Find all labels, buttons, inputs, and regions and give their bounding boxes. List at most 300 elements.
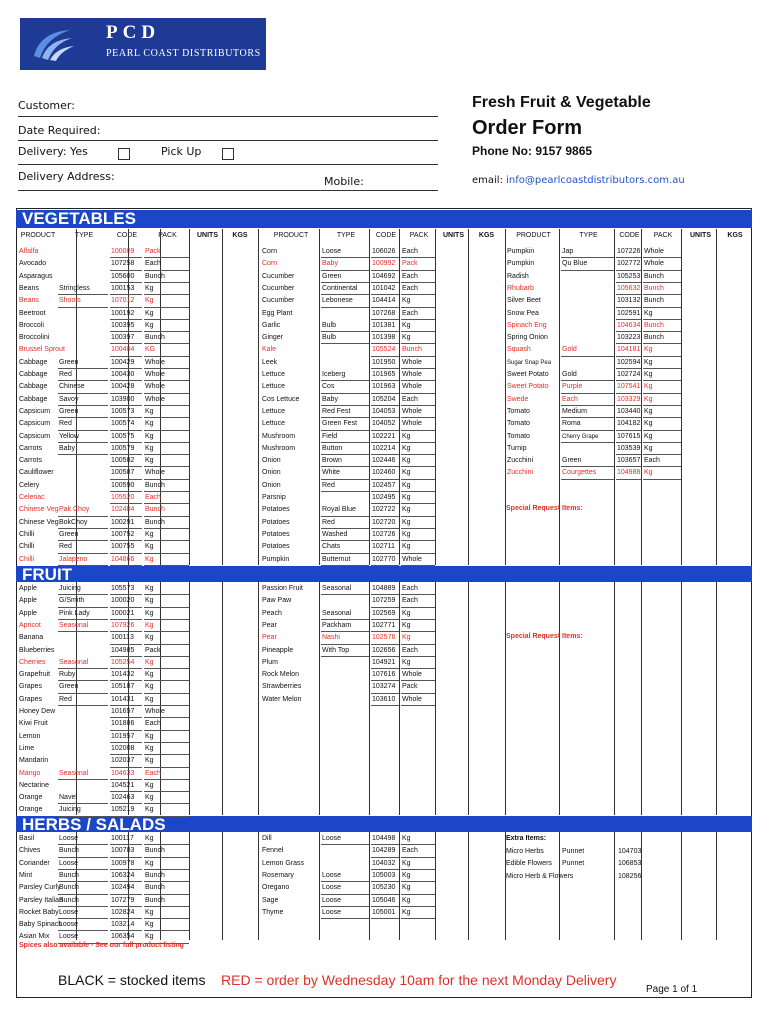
- kgs-entry-cell[interactable]: [224, 718, 256, 730]
- units-entry-cell[interactable]: [437, 882, 470, 894]
- kgs-entry-cell[interactable]: [224, 907, 256, 919]
- units-entry-cell[interactable]: [683, 258, 718, 270]
- units-entry-cell[interactable]: [437, 381, 470, 393]
- units-entry-cell[interactable]: [191, 541, 224, 553]
- units-entry-cell[interactable]: [191, 517, 224, 529]
- units-entry-cell[interactable]: [437, 833, 470, 845]
- kgs-entry-cell[interactable]: [470, 283, 503, 295]
- units-entry-cell[interactable]: [437, 517, 470, 529]
- kgs-entry-cell[interactable]: [224, 554, 256, 566]
- units-entry-cell[interactable]: [437, 332, 470, 344]
- units-entry-cell[interactable]: [683, 381, 718, 393]
- units-entry-cell[interactable]: [437, 320, 470, 332]
- units-entry-cell[interactable]: [437, 669, 470, 681]
- units-entry-cell[interactable]: [191, 919, 224, 931]
- units-entry-cell[interactable]: [437, 344, 470, 356]
- product-pack: Whole: [145, 395, 165, 403]
- product-pack: Kg: [402, 494, 411, 501]
- product-name: Garlic: [262, 321, 281, 329]
- product-code: 104889: [372, 585, 396, 592]
- units-entry-cell[interactable]: [191, 743, 224, 755]
- kgs-entry-cell[interactable]: [718, 258, 752, 270]
- units-entry-cell[interactable]: [191, 931, 224, 943]
- product-code: 105520: [111, 494, 135, 501]
- kgs-entry-cell[interactable]: [470, 357, 503, 369]
- units-entry-cell[interactable]: [437, 271, 470, 283]
- kgs-entry-cell[interactable]: [224, 308, 256, 320]
- units-entry-cell[interactable]: [683, 357, 718, 369]
- kgs-entry-cell[interactable]: [470, 271, 503, 283]
- units-entry-cell[interactable]: [437, 246, 470, 258]
- units-entry-cell[interactable]: [437, 529, 470, 541]
- legend-red: RED = order by Wednesday 10am for the next Monday Delivery: [221, 972, 617, 988]
- kgs-entry-cell[interactable]: [224, 755, 256, 767]
- kgs-entry-cell[interactable]: [470, 467, 503, 479]
- units-entry-cell[interactable]: [191, 271, 224, 283]
- kgs-entry-cell[interactable]: [224, 344, 256, 356]
- product-name: Grapes: [19, 695, 42, 703]
- kgs-entry-cell[interactable]: [718, 332, 752, 344]
- units-entry-cell[interactable]: [683, 320, 718, 332]
- units-entry-cell[interactable]: [437, 283, 470, 295]
- product-name: Mushroom: [262, 444, 296, 452]
- units-entry-cell[interactable]: [437, 394, 470, 406]
- kgs-entry-cell[interactable]: [470, 657, 503, 669]
- product-type: Juicing: [59, 585, 81, 592]
- kgs-entry-cell[interactable]: [470, 645, 503, 657]
- kgs-entry-cell[interactable]: [718, 344, 752, 356]
- product-pack: Bunch: [145, 871, 165, 879]
- units-entry-cell[interactable]: [191, 431, 224, 443]
- product-pack: Kg: [145, 530, 154, 538]
- kgs-entry-cell[interactable]: [224, 283, 256, 295]
- product-pack: Kg: [145, 933, 154, 941]
- kgs-entry-cell[interactable]: [224, 517, 256, 529]
- kgs-entry-cell[interactable]: [224, 357, 256, 369]
- kgs-entry-cell[interactable]: [718, 455, 752, 467]
- product-name: Kiwi Fruit: [19, 720, 48, 728]
- kgs-entry-cell[interactable]: [470, 418, 503, 430]
- units-entry-cell[interactable]: [437, 418, 470, 430]
- units-entry-cell[interactable]: [191, 882, 224, 894]
- units-entry-cell[interactable]: [437, 467, 470, 479]
- product-pack: Whole: [402, 420, 422, 428]
- product-name: Pineapple: [262, 646, 294, 654]
- kgs-entry-cell[interactable]: [224, 731, 256, 743]
- units-entry-cell[interactable]: [437, 554, 470, 566]
- units-entry-cell[interactable]: [683, 332, 718, 344]
- kgs-entry-cell[interactable]: [224, 467, 256, 479]
- kgs-entry-cell[interactable]: [718, 431, 752, 443]
- units-entry-cell[interactable]: [191, 731, 224, 743]
- product-code: 102772: [617, 260, 641, 268]
- kgs-entry-cell[interactable]: [470, 845, 503, 857]
- product-pack: Kg: [145, 457, 154, 465]
- kgs-entry-cell[interactable]: [470, 332, 503, 344]
- kgs-entry-cell[interactable]: [718, 467, 752, 479]
- kgs-entry-cell[interactable]: [224, 882, 256, 894]
- kgs-entry-cell[interactable]: [224, 804, 256, 816]
- product-type: Loose: [322, 908, 342, 916]
- units-entry-cell[interactable]: [191, 706, 224, 718]
- kgs-entry-cell[interactable]: [470, 369, 503, 381]
- units-entry-cell[interactable]: [437, 595, 470, 607]
- kgs-entry-cell[interactable]: [470, 443, 503, 455]
- units-entry-cell[interactable]: [683, 443, 718, 455]
- kgs-entry-cell[interactable]: [470, 308, 503, 320]
- kgs-entry-cell[interactable]: [470, 541, 503, 553]
- units-entry-cell[interactable]: [683, 455, 718, 467]
- kgs-entry-cell[interactable]: [224, 394, 256, 406]
- product-name: Beans: [19, 284, 39, 292]
- kgs-entry-cell[interactable]: [224, 620, 256, 632]
- product-name: Spring Onion: [507, 334, 548, 342]
- kgs-entry-cell[interactable]: [470, 295, 503, 307]
- kgs-entry-cell[interactable]: [718, 357, 752, 369]
- kgs-entry-cell[interactable]: [718, 369, 752, 381]
- kgs-entry-cell[interactable]: [224, 780, 256, 792]
- kgs-entry-cell[interactable]: [224, 369, 256, 381]
- kgs-entry-cell[interactable]: [470, 406, 503, 418]
- units-entry-cell[interactable]: [437, 431, 470, 443]
- product-pack: Each: [402, 597, 418, 605]
- units-entry-cell[interactable]: [191, 907, 224, 919]
- kgs-entry-cell[interactable]: [470, 882, 503, 894]
- units-entry-cell[interactable]: [683, 418, 718, 430]
- units-entry-cell[interactable]: [191, 620, 224, 632]
- product-code: 100020: [111, 597, 135, 605]
- kgs-entry-cell[interactable]: [224, 480, 256, 492]
- units-entry-cell[interactable]: [683, 295, 718, 307]
- kgs-entry-cell[interactable]: [224, 595, 256, 607]
- units-entry-cell[interactable]: [437, 620, 470, 632]
- units-entry-cell[interactable]: [437, 608, 470, 620]
- kgs-entry-cell[interactable]: [224, 258, 256, 270]
- units-entry-cell[interactable]: [191, 768, 224, 780]
- product-code: 101431: [111, 695, 135, 703]
- product-name: Pumpkin: [507, 260, 535, 268]
- kgs-entry-cell[interactable]: [470, 907, 503, 919]
- kgs-entry-cell[interactable]: [718, 443, 752, 455]
- product-code: 105253: [617, 272, 641, 280]
- product-code: 106354: [111, 933, 135, 941]
- kgs-entry-cell[interactable]: [224, 792, 256, 804]
- product-code: 104633: [111, 769, 135, 777]
- units-entry-cell[interactable]: [437, 480, 470, 492]
- kgs-entry-cell[interactable]: [224, 271, 256, 283]
- kgs-entry-cell[interactable]: [470, 246, 503, 258]
- kgs-entry-cell[interactable]: [470, 504, 503, 516]
- units-entry-cell[interactable]: [191, 718, 224, 730]
- product-name: Asian Mix: [19, 933, 50, 941]
- kgs-entry-cell[interactable]: [224, 845, 256, 857]
- units-entry-cell[interactable]: [191, 283, 224, 295]
- kgs-entry-cell[interactable]: [224, 706, 256, 718]
- units-entry-cell[interactable]: [683, 406, 718, 418]
- kgs-entry-cell[interactable]: [470, 517, 503, 529]
- units-entry-cell[interactable]: [437, 907, 470, 919]
- kgs-entry-cell[interactable]: [224, 381, 256, 393]
- product-name: Apple: [19, 609, 37, 617]
- units-entry-cell[interactable]: [683, 369, 718, 381]
- units-entry-cell[interactable]: [191, 357, 224, 369]
- kgs-entry-cell[interactable]: [718, 271, 752, 283]
- units-entry-cell[interactable]: [437, 357, 470, 369]
- kgs-entry-cell[interactable]: [224, 632, 256, 644]
- units-entry-cell[interactable]: [437, 492, 470, 504]
- kgs-entry-cell[interactable]: [224, 858, 256, 870]
- kgs-entry-cell[interactable]: [470, 632, 503, 644]
- units-entry-cell[interactable]: [191, 669, 224, 681]
- kgs-entry-cell[interactable]: [224, 295, 256, 307]
- kgs-entry-cell[interactable]: [224, 657, 256, 669]
- kgs-entry-cell[interactable]: [718, 246, 752, 258]
- units-entry-cell[interactable]: [191, 258, 224, 270]
- units-entry-cell[interactable]: [191, 632, 224, 644]
- units-entry-cell[interactable]: [191, 645, 224, 657]
- kgs-entry-cell[interactable]: [224, 541, 256, 553]
- address-field-line[interactable]: [18, 190, 438, 191]
- product-name: Baby Spinach: [19, 921, 63, 929]
- kgs-entry-cell[interactable]: [224, 681, 256, 693]
- kgs-entry-cell[interactable]: [470, 858, 503, 870]
- product-code: 105001: [372, 908, 396, 916]
- kgs-entry-cell[interactable]: [470, 480, 503, 492]
- kgs-entry-cell[interactable]: [224, 743, 256, 755]
- units-entry-cell[interactable]: [191, 657, 224, 669]
- units-entry-cell[interactable]: [191, 858, 224, 870]
- units-entry-cell[interactable]: [437, 895, 470, 907]
- units-entry-cell[interactable]: [683, 431, 718, 443]
- kgs-entry-cell[interactable]: [224, 833, 256, 845]
- units-entry-cell[interactable]: [191, 320, 224, 332]
- kgs-entry-cell[interactable]: [224, 895, 256, 907]
- product-code: 104289: [372, 847, 396, 855]
- kgs-entry-cell[interactable]: [718, 320, 752, 332]
- email-address[interactable]: info@pearlcoastdistributors.com.au: [506, 175, 685, 186]
- kgs-entry-cell[interactable]: [718, 295, 752, 307]
- cell-underline: [561, 479, 614, 480]
- units-entry-cell[interactable]: [191, 418, 224, 430]
- units-entry-cell[interactable]: [683, 394, 718, 406]
- units-entry-cell[interactable]: [191, 755, 224, 767]
- kgs-entry-cell[interactable]: [224, 583, 256, 595]
- kgs-entry-cell[interactable]: [470, 870, 503, 882]
- product-type: Cos: [322, 383, 335, 391]
- units-entry-cell[interactable]: [191, 492, 224, 504]
- product-code: 102008: [111, 744, 135, 752]
- units-entry-cell[interactable]: [437, 541, 470, 553]
- kgs-entry-cell[interactable]: [224, 320, 256, 332]
- product-code: 100574: [111, 420, 135, 428]
- kgs-entry-cell[interactable]: [470, 694, 503, 706]
- product-code: 102463: [111, 794, 135, 802]
- units-entry-cell[interactable]: [437, 657, 470, 669]
- kgs-entry-cell[interactable]: [470, 492, 503, 504]
- units-entry-cell[interactable]: [191, 681, 224, 693]
- kgs-entry-cell[interactable]: [224, 669, 256, 681]
- units-entry-cell[interactable]: [437, 681, 470, 693]
- kgs-entry-cell[interactable]: [224, 332, 256, 344]
- units-entry-cell[interactable]: [191, 804, 224, 816]
- kgs-entry-cell[interactable]: [470, 583, 503, 595]
- units-entry-cell[interactable]: [437, 295, 470, 307]
- units-entry-cell[interactable]: [191, 332, 224, 344]
- units-entry-cell[interactable]: [191, 246, 224, 258]
- units-entry-cell[interactable]: [191, 369, 224, 381]
- product-type: Seasonal: [59, 769, 89, 777]
- kgs-entry-cell[interactable]: [224, 645, 256, 657]
- kgs-entry-cell[interactable]: [718, 406, 752, 418]
- units-entry-cell[interactable]: [683, 271, 718, 283]
- form-title-line2: Order Form: [472, 117, 583, 139]
- units-entry-cell[interactable]: [191, 780, 224, 792]
- product-name: Cauliflower: [19, 469, 54, 477]
- logo-company-name: PEARL COAST DISTRIBUTORS: [106, 48, 261, 59]
- units-entry-cell[interactable]: [191, 833, 224, 845]
- units-entry-cell[interactable]: [437, 504, 470, 516]
- kgs-entry-cell[interactable]: [470, 681, 503, 693]
- units-entry-cell[interactable]: [191, 295, 224, 307]
- units-entry-cell[interactable]: [683, 308, 718, 320]
- units-entry-cell[interactable]: [191, 394, 224, 406]
- units-entry-cell[interactable]: [437, 845, 470, 857]
- product-code: 103440: [617, 407, 641, 415]
- kgs-entry-cell[interactable]: [224, 919, 256, 931]
- kgs-entry-cell[interactable]: [470, 431, 503, 443]
- units-entry-cell[interactable]: [191, 792, 224, 804]
- kgs-entry-cell[interactable]: [224, 246, 256, 258]
- product-type: Green: [59, 530, 79, 538]
- units-entry-cell[interactable]: [683, 283, 718, 295]
- kgs-entry-cell[interactable]: [470, 258, 503, 270]
- kgs-entry-cell[interactable]: [224, 504, 256, 516]
- units-entry-cell[interactable]: [191, 455, 224, 467]
- units-entry-cell[interactable]: [191, 381, 224, 393]
- kgs-entry-cell[interactable]: [224, 406, 256, 418]
- product-pack: Kg: [402, 334, 411, 342]
- kgs-entry-cell[interactable]: [470, 595, 503, 607]
- kgs-entry-cell[interactable]: [470, 394, 503, 406]
- units-entry-cell[interactable]: [191, 406, 224, 418]
- units-entry-cell[interactable]: [437, 308, 470, 320]
- kgs-entry-cell[interactable]: [470, 529, 503, 541]
- units-entry-cell[interactable]: [437, 455, 470, 467]
- units-entry-cell[interactable]: [191, 504, 224, 516]
- kgs-entry-cell[interactable]: [224, 431, 256, 443]
- units-entry-cell[interactable]: [437, 443, 470, 455]
- units-entry-cell[interactable]: [437, 870, 470, 882]
- units-entry-cell[interactable]: [683, 467, 718, 479]
- units-entry-cell[interactable]: [191, 870, 224, 882]
- kgs-entry-cell[interactable]: [224, 455, 256, 467]
- units-entry-cell[interactable]: [437, 645, 470, 657]
- units-entry-cell[interactable]: [437, 583, 470, 595]
- product-code: 104521: [111, 781, 135, 789]
- units-entry-cell[interactable]: [683, 344, 718, 356]
- units-entry-cell[interactable]: [191, 583, 224, 595]
- product-name: Egg Plant: [262, 309, 293, 317]
- units-entry-cell[interactable]: [191, 467, 224, 479]
- pickup-checkbox[interactable]: [222, 148, 234, 160]
- units-entry-cell[interactable]: [191, 344, 224, 356]
- kgs-entry-cell[interactable]: [470, 833, 503, 845]
- units-entry-cell[interactable]: [191, 845, 224, 857]
- kgs-entry-cell[interactable]: [224, 870, 256, 882]
- kgs-entry-cell[interactable]: [224, 443, 256, 455]
- kgs-entry-cell[interactable]: [718, 308, 752, 320]
- units-entry-cell[interactable]: [437, 632, 470, 644]
- product-name: Pumpkin: [507, 248, 535, 255]
- units-entry-cell[interactable]: [191, 480, 224, 492]
- cell-underline: [643, 479, 681, 480]
- delivery-yes-checkbox[interactable]: [118, 148, 130, 160]
- kgs-entry-cell[interactable]: [718, 394, 752, 406]
- customer-field-line[interactable]: [18, 116, 438, 117]
- units-entry-cell[interactable]: [191, 554, 224, 566]
- kgs-entry-cell[interactable]: [470, 455, 503, 467]
- kgs-entry-cell[interactable]: [224, 608, 256, 620]
- product-pack: Kg: [402, 530, 411, 538]
- date-field-line[interactable]: [18, 140, 438, 141]
- kgs-entry-cell[interactable]: [470, 381, 503, 393]
- kgs-entry-cell[interactable]: [470, 895, 503, 907]
- product-name: Tomato: [507, 407, 530, 415]
- units-entry-cell[interactable]: [437, 858, 470, 870]
- units-entry-cell[interactable]: [191, 595, 224, 607]
- kgs-entry-cell[interactable]: [470, 554, 503, 566]
- units-entry-cell[interactable]: [191, 608, 224, 620]
- product-pack: Bunch: [145, 884, 165, 892]
- units-entry-cell[interactable]: [437, 258, 470, 270]
- legend: [58, 972, 616, 988]
- product-type: Red Fest: [322, 407, 351, 415]
- kgs-entry-cell[interactable]: [470, 320, 503, 332]
- units-entry-cell[interactable]: [191, 895, 224, 907]
- pickup-label: Pick Up: [161, 145, 202, 158]
- units-entry-cell[interactable]: [191, 529, 224, 541]
- units-entry-cell[interactable]: [437, 694, 470, 706]
- kgs-entry-cell[interactable]: [224, 931, 256, 943]
- product-code: 104498: [372, 835, 396, 842]
- product-name: Cucumber: [262, 272, 295, 280]
- kgs-entry-cell[interactable]: [224, 694, 256, 706]
- kgs-entry-cell[interactable]: [470, 344, 503, 356]
- product-name: Lime: [19, 744, 35, 752]
- product-name: Apricot: [19, 621, 41, 629]
- kgs-entry-cell[interactable]: [470, 608, 503, 620]
- kgs-entry-cell[interactable]: [224, 418, 256, 430]
- cell-underline: [371, 565, 399, 566]
- cell-underline: [401, 918, 435, 919]
- kgs-entry-cell[interactable]: [224, 492, 256, 504]
- kgs-entry-cell[interactable]: [224, 768, 256, 780]
- units-entry-cell[interactable]: [191, 308, 224, 320]
- kgs-entry-cell[interactable]: [718, 283, 752, 295]
- units-entry-cell[interactable]: [191, 443, 224, 455]
- product-type: Green: [562, 457, 582, 465]
- kgs-entry-cell[interactable]: [718, 418, 752, 430]
- units-entry-cell[interactable]: [437, 369, 470, 381]
- kgs-entry-cell[interactable]: [718, 381, 752, 393]
- kgs-entry-cell[interactable]: [470, 669, 503, 681]
- units-entry-cell[interactable]: [191, 694, 224, 706]
- kgs-entry-cell[interactable]: [224, 529, 256, 541]
- units-entry-cell[interactable]: [437, 406, 470, 418]
- kgs-entry-cell[interactable]: [470, 620, 503, 632]
- column-header-units: UNITS: [690, 232, 711, 239]
- units-entry-cell[interactable]: [683, 246, 718, 258]
